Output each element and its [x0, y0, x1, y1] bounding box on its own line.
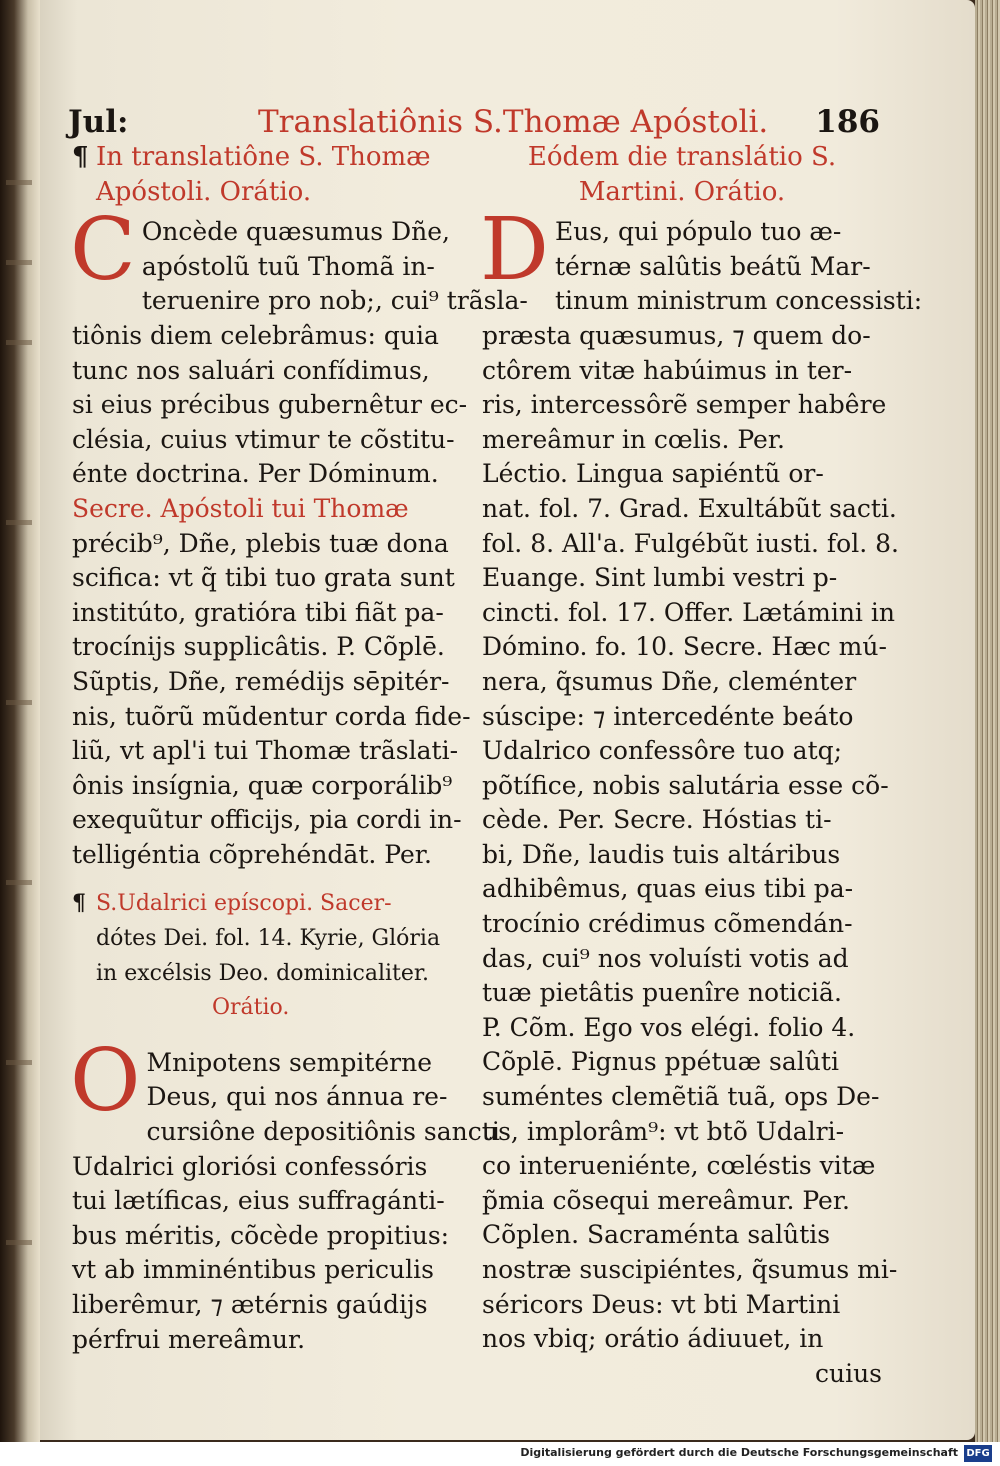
text-line: teruenire pro nob;, cui⁹ trãsla- [141, 286, 528, 316]
text-line: telligéntia cõprehéndāt. Per. [72, 839, 432, 869]
text-line: us, implorâm⁹: vt btõ Udalri- [482, 1116, 845, 1146]
text-line: ônis insígnia, quæ corporálib⁹ [72, 770, 453, 800]
text-line: fol. 8. All'a. Fulgébũt iusti. fol. 8. [482, 528, 899, 558]
text-line: Udalrico confessôre tuo atq; [482, 736, 843, 766]
prayer-text [70, 200, 528, 872]
text-line: cède. Per. Secre. Hóstias ti- [482, 805, 832, 835]
bleed-mark [6, 340, 32, 345]
text-line: térnæ salûtis beátũ Mar- [554, 251, 871, 281]
header-title: Translatiônis S.Thomæ Apóstoli. [258, 104, 769, 140]
header-month: Jul: [68, 104, 129, 140]
rubric-line: dótes Dei. fol. 14. Kyrie, Glória [96, 926, 441, 952]
rubric-line: Martini. Orátio. [578, 176, 786, 207]
footer-bar [0, 1442, 1000, 1466]
text-line: mereâmur in cœlis. Per. [482, 424, 785, 454]
text-line: tuæ pietâtis puenîre noticiã. [482, 978, 842, 1008]
text-line: séricors Deus: vt bti Martini [482, 1289, 841, 1319]
bleed-mark [6, 520, 32, 525]
text-line: suméntes clemẽtiã tuã, ops De- [482, 1082, 880, 1112]
bleed-mark [6, 700, 32, 705]
text-line: si eius précibus gubernêtur ec- [72, 390, 468, 420]
text-line: clésia, cuius vtimur te cõstitu- [72, 424, 455, 454]
text-line: vt ab imminéntibus periculis [72, 1255, 434, 1285]
text-line: co interueniénte, cœléstis vitæ [482, 1151, 876, 1181]
prayer-text [480, 200, 923, 1391]
rubric-heading [72, 140, 472, 209]
bleed-mark [6, 1060, 32, 1065]
text-line: Cõplen. Sacraménta salûtis [482, 1220, 831, 1250]
text-line: Mnipotens sempitérne [146, 1047, 433, 1077]
text-line: tiônis diem celebrâmus: quia [72, 320, 439, 350]
text-line: Euange. Sint lumbi vestri p- [482, 563, 838, 593]
text-line: tunc nos saluári confídimus, [72, 355, 430, 385]
text-line: adhibêmus, quas eius tibi pa- [482, 874, 854, 904]
text-line: tui lætíficas, eius suffragánti- [72, 1186, 445, 1216]
text-line: præsta quæsumus, ⁊ quem do- [482, 320, 871, 350]
folio-number: 186 [815, 104, 880, 140]
bleed-mark [6, 880, 32, 885]
text-line: trocínio crédimus cõmendán- [482, 909, 853, 939]
text-line: nos vbiq; orátio ádiuuet, in [482, 1324, 824, 1354]
text-line: P. Cõm. Ego vos elégi. folio 4. [482, 1012, 856, 1042]
text-line: bus méritis, cõcède propitius: [72, 1220, 450, 1250]
page-stack-edge [975, 0, 1000, 1442]
text-line: institúto, gratióra tibi fiãt pa- [72, 597, 444, 627]
text-line: Cõplē. Pignus ppétuæ salûti [482, 1047, 839, 1077]
text-line: trocínijs supplicâtis. P. Cõplē. [72, 632, 445, 662]
text-line: scifica: vt q̃ tibi tuo grata sunt [72, 563, 455, 593]
text-line: exequũtur officijs, pia cordi in- [72, 805, 462, 835]
rubric-line: in excélsis Deo. dominicaliter. [96, 960, 430, 986]
text-line: liũ, vt apl'i tui Thomæ trãslati- [72, 736, 459, 766]
text-line: apóstolũ tuũ Thomã in- [141, 251, 435, 281]
rubric-line: Eódem die translátio S. [527, 142, 837, 172]
text-line: nis, tuõrũ mũdentur corda fide- [72, 701, 471, 731]
rubric-line: S.Udalrici epíscopi. Sacer- [96, 891, 392, 917]
rubric-line: Orátio. [212, 995, 290, 1021]
rubric-line: Apóstoli. Orátio. [96, 176, 312, 207]
drop-capital: D [480, 200, 549, 301]
text-line: Udalrici gloriósi confessóris [72, 1151, 428, 1181]
text-line: põtífice, nobis salutária esse cõ- [482, 770, 889, 800]
running-header [68, 100, 880, 144]
drop-capital: C [70, 200, 136, 301]
text-line: Deus, qui nos ánnua re- [146, 1082, 448, 1112]
text-line: Sũptis, Dñe, remédijs sēpitér- [72, 666, 450, 696]
text-line: Léctio. Lingua sapiéntũ or- [482, 459, 824, 489]
rubric-line: In translatiône S. Thomæ [96, 142, 431, 172]
text-line: p̃mia cõsequi mereâmur. Per. [482, 1185, 850, 1215]
text-line: liberêmur, ⁊ ætérnis gaúdijs [72, 1290, 428, 1319]
left-column [70, 140, 528, 1357]
pilcrow-icon: ¶ [72, 890, 86, 917]
text-line: ctôrem vitæ habúimus in ter- [482, 355, 853, 385]
text-line: Secre. Apóstoli tui Thomæ [72, 493, 409, 523]
text-line: nat. fol. 7. Grad. Exultábũt sacti. [482, 493, 897, 523]
text-line: énte doctrina. Per Dóminum. [72, 459, 439, 489]
pilcrow-icon: ¶ [72, 142, 89, 172]
rubric-heading [482, 140, 882, 209]
text-line: nera, q̃sumus Dñe, cleménter [482, 666, 857, 696]
text-line: súscipe: ⁊ intercedénte beáto [482, 701, 854, 731]
bleed-mark [6, 1240, 32, 1245]
text-line: tinum ministrum concessisti: [554, 286, 923, 316]
bleed-mark [6, 260, 32, 265]
text-line: Oncède quæsumus Dñe, [141, 217, 450, 247]
text-line: nostræ suscipiéntes, q̃sumus mi- [482, 1255, 898, 1284]
right-column [480, 140, 923, 1391]
text-line: pérfrui mereâmur. [72, 1324, 306, 1354]
text-line: Eus, qui pópulo tuo æ- [554, 217, 842, 247]
text-line: précib⁹, Dñe, plebis tuæ dona [72, 528, 449, 558]
text-line: Dómino. fo. 10. Secre. Hæc mú- [482, 632, 887, 662]
facing-page-edge [0, 0, 40, 1442]
text-line: cursiône depositiônis sancti [146, 1117, 500, 1147]
prayer-text [70, 1030, 500, 1357]
funding-credit: Digitalisierung gefördert durch die Deutsche Forschungsgemeinschaft [520, 1446, 958, 1459]
text-line: das, cui⁹ nos voluísti votis ad [482, 943, 849, 973]
text-line: bi, Dñe, laudis tuis altáribus [482, 839, 841, 869]
text-line: cincti. fol. 17. Offer. Lætámini in [482, 597, 895, 627]
catchword: cuius [814, 1358, 882, 1388]
text-line: ris, intercessôrẽ semper habêre [482, 390, 887, 420]
bleed-mark [6, 180, 32, 185]
dfg-logo: DFG [964, 1445, 992, 1462]
rubric-block [72, 886, 472, 1025]
drop-capital: O [70, 1030, 141, 1131]
